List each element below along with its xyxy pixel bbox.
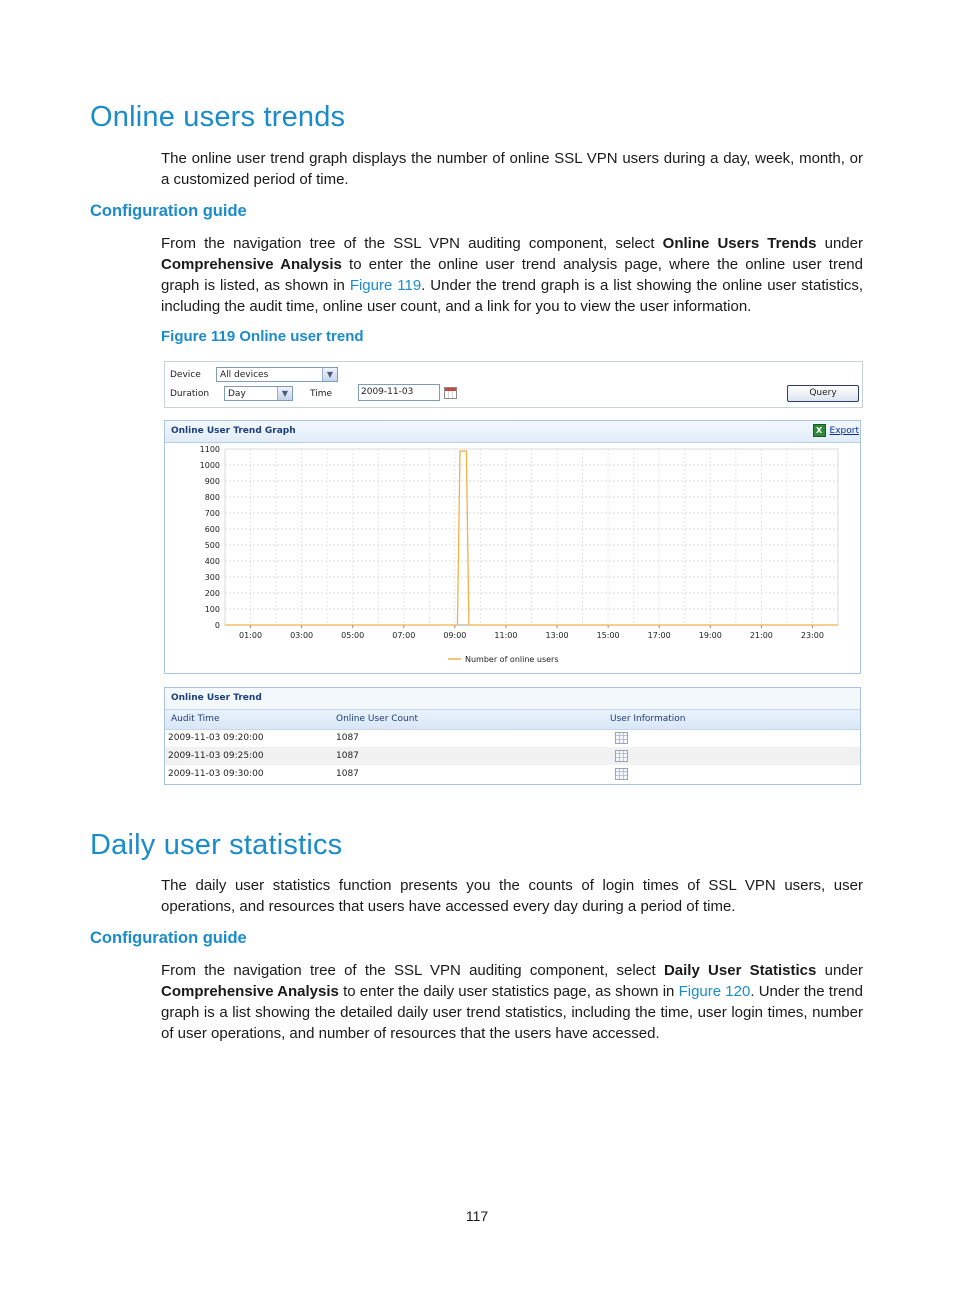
panel-header <box>165 688 860 709</box>
x-tick-label: 01:00 <box>239 631 263 640</box>
bold-term: Online Users Trends <box>662 235 817 252</box>
audit-time-cell: 2009-11-03 09:30:00 <box>168 769 264 779</box>
figure-link[interactable]: Figure 120 <box>678 983 751 1000</box>
text-span: to enter the daily user statistics page, as shown in <box>338 983 679 1000</box>
table-row <box>165 729 860 747</box>
bold-term: Daily User Statistics <box>663 962 817 979</box>
y-tick-label: 400 <box>204 557 220 566</box>
y-tick-label: 500 <box>204 541 220 550</box>
export-link[interactable] <box>813 424 859 438</box>
y-tick-label: 1100 <box>199 445 220 454</box>
x-tick-label: 23:00 <box>800 631 824 640</box>
filter-form <box>164 361 863 408</box>
time-label: Time <box>310 389 333 399</box>
text-span: From the navigation tree of the SSL VPN auditing component, select <box>161 235 663 252</box>
table-row <box>165 747 860 765</box>
duration-select-value: Day <box>228 389 246 399</box>
device-label: Device <box>170 370 201 380</box>
section-intro: The daily user statistics function presents you the counts of login times of SSL VPN users, user operations, and resources that users have accessed every day during a period of time. <box>161 877 863 915</box>
text-span: From the navigation tree of the SSL VPN auditing component, select <box>161 962 664 979</box>
export-label: Export <box>829 426 859 436</box>
duration-label: Duration <box>170 389 210 399</box>
x-tick-label: 05:00 <box>341 631 365 640</box>
section-title-online-users-trends: Online users trends <box>90 101 346 133</box>
trend-chart <box>165 443 860 673</box>
table-row <box>165 765 860 783</box>
column-header-audit-time[interactable]: Audit Time <box>171 714 220 724</box>
text-span: . Under the trend graph is a list showing the online user statistics, including the audit time, online user count, and a link for you to view the user information. <box>161 277 863 315</box>
user-info-icon[interactable] <box>615 768 628 780</box>
y-tick-label: 0 <box>214 621 220 630</box>
column-header-online-user-count[interactable]: Online User Count <box>336 714 418 724</box>
section-title-daily-user-statistics: Daily user statistics <box>90 829 343 861</box>
page-number: 117 <box>465 1208 489 1224</box>
x-tick-label: 03:00 <box>290 631 314 640</box>
excel-icon: X <box>813 424 826 437</box>
guide-paragraph <box>161 233 863 317</box>
x-tick-label: 19:00 <box>698 631 722 640</box>
panel-header <box>165 421 860 443</box>
x-tick-label: 11:00 <box>494 631 518 640</box>
time-input[interactable]: 2009-11-03 <box>358 384 440 401</box>
device-select-value: All devices <box>220 370 269 380</box>
x-tick-label: 09:00 <box>443 631 467 640</box>
y-tick-label: 200 <box>204 589 220 598</box>
audit-time-cell: 2009-11-03 09:25:00 <box>168 751 264 761</box>
panel-title: Online User Trend Graph <box>171 426 296 436</box>
calendar-icon[interactable] <box>444 387 457 399</box>
table-header <box>165 709 860 730</box>
trend-table-panel <box>164 687 861 785</box>
device-select[interactable] <box>216 367 338 382</box>
legend-label: Number of online users <box>465 655 559 664</box>
y-tick-label: 600 <box>204 525 220 534</box>
chevron-down-icon[interactable]: ▼ <box>277 387 292 400</box>
y-tick-label: 800 <box>204 493 220 502</box>
x-tick-label: 15:00 <box>596 631 620 640</box>
query-button[interactable]: Query <box>787 385 859 402</box>
y-tick-label: 100 <box>204 605 220 614</box>
guide-paragraph <box>161 960 863 1044</box>
y-tick-label: 300 <box>204 573 220 582</box>
x-tick-label: 13:00 <box>545 631 569 640</box>
user-info-icon[interactable] <box>615 750 628 762</box>
trend-graph-panel <box>164 420 861 674</box>
user-count-cell: 1087 <box>336 733 359 743</box>
text-span: under <box>816 962 863 979</box>
y-tick-label: 900 <box>204 477 220 486</box>
text-span: to enter the online user trend analysis page, where the online user trend graph is listed, as shown in <box>161 256 863 294</box>
chevron-down-icon[interactable]: ▼ <box>322 368 337 381</box>
panel-title: Online User Trend <box>171 693 262 703</box>
user-info-icon[interactable] <box>615 732 628 744</box>
text-span: . Under the trend graph is a list showing the detailed daily user trend statistics, including the time, user login times, number of user operations, and number of resources that the users have accessed. <box>161 983 863 1042</box>
subsection-title: Configuration guide <box>90 202 247 220</box>
audit-time-cell: 2009-11-03 09:20:00 <box>168 733 264 743</box>
y-tick-label: 700 <box>204 509 220 518</box>
text-span: under <box>816 235 863 252</box>
user-count-cell: 1087 <box>336 751 359 761</box>
subsection-title: Configuration guide <box>90 929 247 947</box>
y-tick-label: 1000 <box>199 461 220 470</box>
column-header-user-information[interactable]: User Information <box>610 714 686 724</box>
figure-link[interactable]: Figure 119 <box>349 277 422 294</box>
x-tick-label: 21:00 <box>749 631 773 640</box>
section-intro: The online user trend graph displays the number of online SSL VPN users during a day, week, month, or a customized period of time. <box>161 150 863 188</box>
user-count-cell: 1087 <box>336 769 359 779</box>
duration-select[interactable] <box>224 386 293 401</box>
x-tick-label: 07:00 <box>392 631 416 640</box>
x-tick-label: 17:00 <box>647 631 671 640</box>
figure-caption: Figure 119 Online user trend <box>161 328 364 345</box>
bold-term: Comprehensive Analysis <box>161 983 339 1000</box>
bold-term: Comprehensive Analysis <box>161 256 342 273</box>
